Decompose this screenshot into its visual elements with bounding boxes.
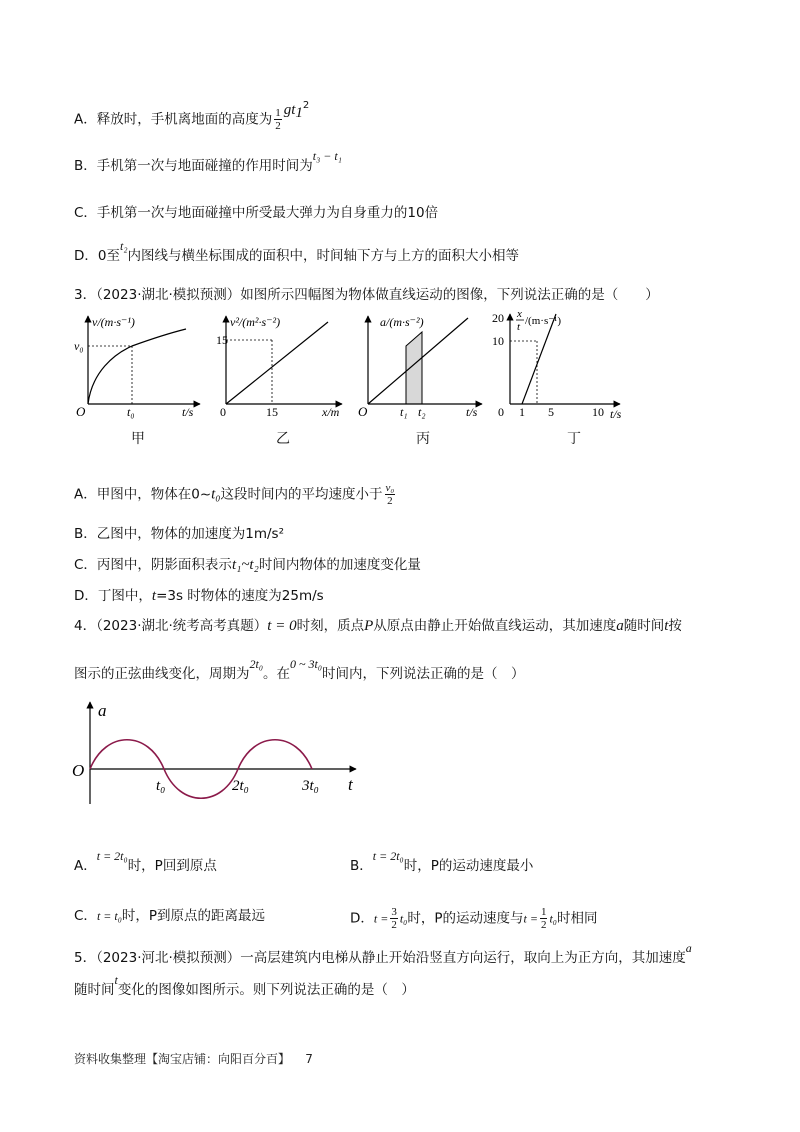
ding-ytick-10: 10 <box>492 334 504 348</box>
q2-option-d: D．0至t₂内图线与横坐标围成的面积中，时间轴下方与上方的面积大小相等 <box>74 239 519 264</box>
q5-stem-line2: 随时间t变化的图像如图所示。则下列说法正确的是（ ） <box>74 973 415 998</box>
q3-option-a: A．甲图中，物体在0~t₀这段时间内的平均速度小于 $\frac{\text{v₀}}{2}$ <box>74 482 395 507</box>
ding-origin: 0 <box>498 405 504 419</box>
graph-yi <box>218 312 348 420</box>
graph-jia <box>74 312 204 420</box>
caption-jia: 甲 <box>131 432 145 447</box>
ding-xlabel: t/s <box>610 407 622 421</box>
ding-ylabel-unit: /(m·s⁻¹) <box>525 315 561 327</box>
yi-xtick: 15 <box>266 405 278 419</box>
q4-option-c: C．t = t₀时，P到原点的距离最远 <box>74 908 266 924</box>
q3-option-c: C．丙图中，阴影面积表示t₁~t₂时间内物体的加速度变化量 <box>74 557 421 573</box>
q4-tick-t0: t₀ <box>156 778 166 794</box>
yi-ytick: 15 <box>216 333 228 347</box>
q2-option-b: B．手机第一次与地面碰撞的作用时间为t₃ − t₁ <box>74 149 342 174</box>
bing-xtick2: t₂ <box>418 405 426 419</box>
graph-ding <box>484 306 634 420</box>
q3-option-b: B．乙图中，物体的加速度为1m/s² <box>74 526 284 542</box>
bing-xlabel: t/s <box>466 405 478 419</box>
jia-origin: O <box>76 404 86 419</box>
q4-ylabel: a <box>98 701 107 720</box>
q2-option-a: A．释放时，手机离地面的高度为 $\frac{1}{2}$ $gt_1^2$ <box>74 100 310 132</box>
caption-yi: 乙 <box>276 432 290 447</box>
graph-q4-sine <box>70 700 370 810</box>
fraction: $\frac{1}{2}$ <box>540 906 547 931</box>
yi-ylabel: v²/(m²·s⁻²) <box>230 315 281 329</box>
q5-stem-line1: 5．（2023·河北·模拟预测）一高层建筑内电梯从静止开始沿竖直方向运行，取向上为正方向，其加速度a <box>74 941 692 966</box>
q4-origin: O <box>72 761 85 780</box>
bing-ylabel: a/(m·s⁻²) <box>380 315 424 329</box>
q2-option-c: C．手机第一次与地面碰撞中所受最大弹力为自身重力的10倍 <box>74 205 439 221</box>
fraction: $\frac{3}{2}$ <box>391 906 397 931</box>
q4-option-d: D．t = $\frac{3}{2}$ t₀时，P的运动速度与t = $\frac{1}{2}$ t₀时相同 <box>350 906 598 931</box>
footer-text: 资料收集整理【淘宝店铺：向阳百分百】 <box>74 1052 291 1066</box>
q4-xlabel: t <box>348 775 353 794</box>
graph-bing <box>358 312 488 420</box>
caption-bing: 丙 <box>416 432 430 447</box>
bing-shaded-area <box>406 332 422 404</box>
yi-origin: 0 <box>220 405 226 419</box>
fraction: $\frac{\text{v₀}}{2}$ <box>385 482 395 507</box>
bing-origin: O <box>358 404 368 419</box>
q3-stem: 3．（2023·湖北·模拟预测）如图所示四幅图为物体做直线运动的图像，下列说法正确的是（ ） <box>74 287 659 303</box>
bing-xtick1: t₁ <box>400 405 408 419</box>
ding-ylabel-den: t <box>517 321 521 333</box>
ding-ytick-20: 20 <box>492 311 504 325</box>
ding-ylabel-num: x <box>517 308 522 320</box>
ding-xtick-5: 5 <box>548 405 554 419</box>
q4-tick-2t0: 2t₀ <box>232 778 249 794</box>
ding-xtick-10: 10 <box>592 405 604 419</box>
q3-option-d: D．丁图中，t=3s 时物体的速度为25m/s <box>74 588 324 604</box>
ding-xtick-1: 1 <box>519 405 525 419</box>
page-number: 7 <box>305 1052 313 1066</box>
jia-xlabel: t/s <box>182 405 194 419</box>
jia-ytick: v₀ <box>74 339 84 353</box>
q4-tick-3t0: 3t₀ <box>302 778 319 794</box>
jia-ylabel: v/(m·s⁻¹) <box>92 315 135 329</box>
fraction: $\frac{1}{2}$ <box>275 107 281 132</box>
jia-xtick: t₀ <box>127 405 135 419</box>
q4-option-b: B．t = 2t₀时，P的运动速度最小 <box>350 849 534 874</box>
caption-ding: 丁 <box>567 432 581 447</box>
q4-stem-line2: 图示的正弦曲线变化，周期为2t₀。在0 ~ 3t₀时间内，下列说法正确的是（ ） <box>74 657 525 682</box>
q4-option-a: A．t = 2t₀时，P回到原点 <box>74 849 217 874</box>
yi-xlabel: x/m <box>322 405 340 419</box>
page-footer <box>74 1050 313 1067</box>
q4-stem-line1: 4．（2023·湖北·统考高考真题）t = 0时刻，质点P从原点由静止开始做直线运动，其加速度a随时间t按 <box>74 618 682 634</box>
